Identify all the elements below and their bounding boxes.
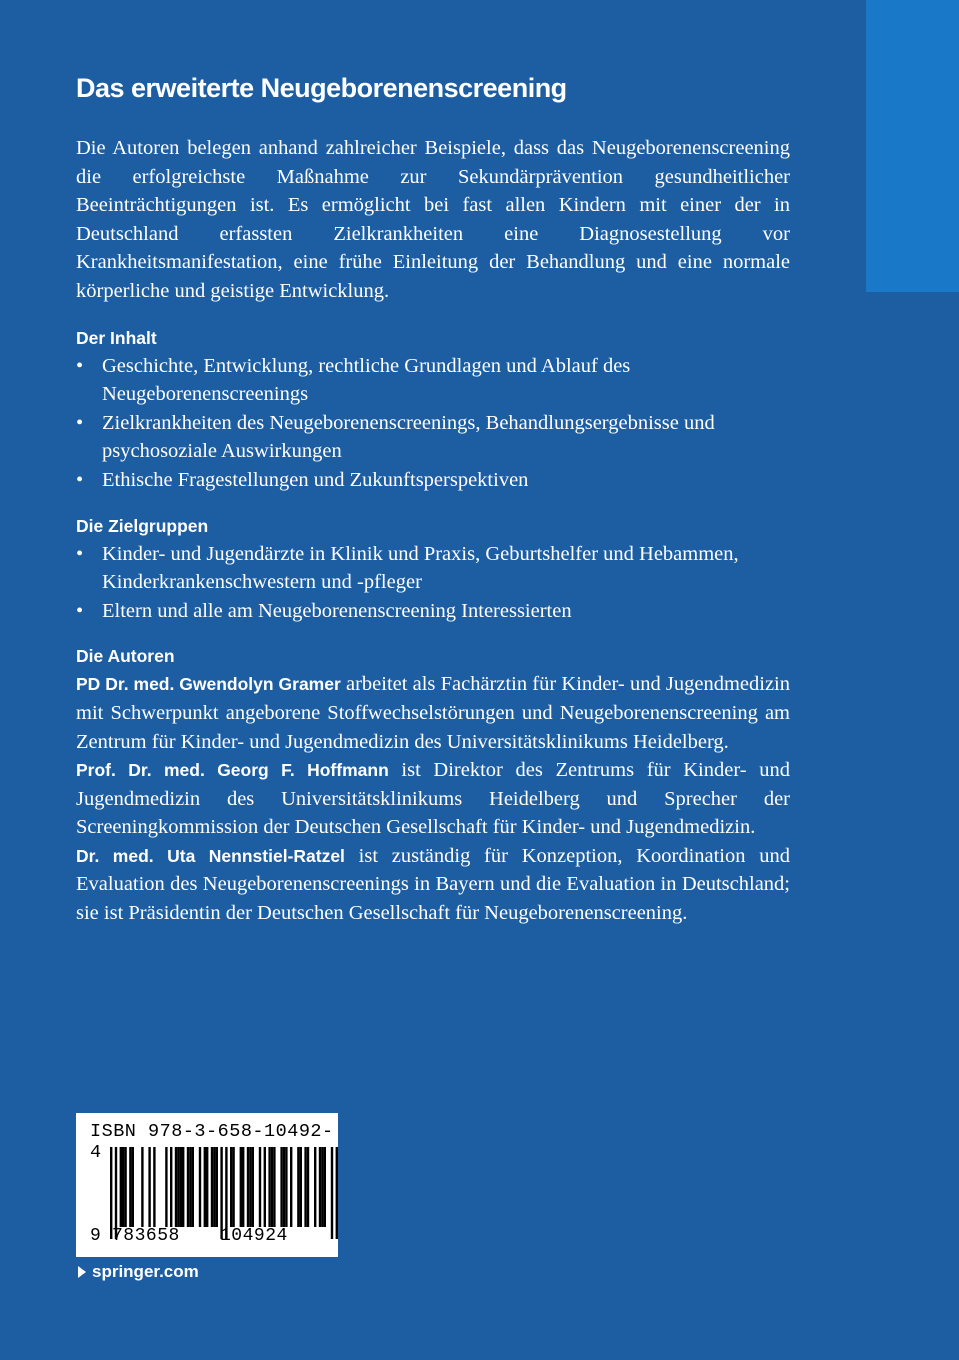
barcode-bar (129, 1147, 131, 1227)
barcode-bar (324, 1147, 326, 1227)
isbn-barcode (76, 1113, 338, 1257)
barcode-bar (192, 1147, 194, 1227)
barcode-bar (230, 1147, 232, 1227)
list-item: • Geschichte, Entwicklung, rechtliche Grundlagen und Ablauf des Neugeborenenscreenings (76, 352, 790, 409)
section-inhalt (76, 324, 790, 495)
barcode-bar (199, 1147, 201, 1227)
publisher-link-text[interactable]: springer.com (92, 1262, 199, 1281)
barcode-bar (307, 1147, 309, 1227)
barcode-bar (321, 1147, 323, 1227)
section-heading-inhalt: Der Inhalt (76, 327, 157, 348)
barcode-bar (290, 1147, 292, 1227)
ean-digits (76, 1226, 338, 1252)
barcode-bar (187, 1147, 189, 1227)
author-bio (76, 842, 790, 928)
ean-right-digits: 104924 (220, 1226, 288, 1246)
list-item: • Ethische Fragestellungen und Zukunftsperspektiven (76, 466, 790, 495)
section-heading-autoren: Die Autoren (76, 646, 175, 667)
back-cover-content (76, 70, 790, 928)
barcode-bar (122, 1147, 124, 1227)
barcode-bar (304, 1147, 306, 1227)
barcode-bar (211, 1147, 213, 1227)
barcode-bar (177, 1147, 179, 1227)
barcode-bar (232, 1147, 234, 1227)
barcode-bar (206, 1147, 208, 1227)
barcode-bar (319, 1147, 321, 1227)
author-bio (76, 670, 790, 756)
book-title: Das erweiterte Neugeborenenscreening (76, 73, 567, 103)
cover-tab-strip (866, 0, 959, 292)
barcode-bar (285, 1147, 287, 1227)
ean-first-digit: 9 (90, 1226, 101, 1246)
author-text: arbeitet als Fachärztin für Kinder- und Jugendmedizin mit Schwerpunkt angeborene Stoffwechselstörungen und Neugeborenenscreening am Zentrum für Kinder- und Jugendmedizin des Universitätsklinikums Heidelberg. (76, 673, 790, 753)
barcode-bar (300, 1147, 302, 1227)
barcode-bar (297, 1147, 299, 1227)
barcode-bar (132, 1147, 134, 1227)
list-item: • Kinder- und Jugendärzte in Klinik und Praxis, Geburtshelfer und Hebammen, Kinderkrankenschwestern und -pfleger (76, 540, 790, 597)
barcode-bar (264, 1147, 266, 1227)
barcode-bar (189, 1147, 191, 1227)
barcode-bar (175, 1147, 177, 1227)
barcode-bar (271, 1147, 273, 1227)
barcode-bar (153, 1147, 155, 1227)
barcode-bar (170, 1147, 172, 1227)
barcode-bar (283, 1147, 285, 1227)
barcode-bar (249, 1147, 251, 1227)
ean-left-digits: 783658 (112, 1226, 180, 1246)
section-zielgruppen (76, 512, 790, 626)
zielgruppen-list (76, 540, 790, 626)
author-bio (76, 756, 790, 842)
barcode-bar (247, 1147, 249, 1227)
barcode-bar (280, 1147, 282, 1227)
barcode-bar (148, 1147, 150, 1227)
barcode-bar (165, 1147, 167, 1227)
barcode-bar (242, 1147, 244, 1227)
barcode-bar (182, 1147, 184, 1227)
barcode-bar (240, 1147, 242, 1227)
barcode-bar (259, 1147, 261, 1227)
publisher-link[interactable] (78, 1262, 199, 1282)
arrow-right-icon (78, 1266, 86, 1278)
barcode-bar (314, 1147, 316, 1227)
list-item: • Eltern und alle am Neugeborenenscreening Interessierten (76, 597, 790, 626)
barcode-bar (252, 1147, 254, 1227)
section-heading-zielgruppen: Die Zielgruppen (76, 515, 209, 536)
barcode-bar (124, 1147, 126, 1227)
author-name: Dr. med. Uta Nennstiel-Ratzel (76, 845, 345, 866)
barcode-bar (213, 1147, 215, 1227)
author-name: PD Dr. med. Gwendolyn Gramer (76, 674, 341, 695)
barcode-bar (180, 1147, 182, 1227)
barcode-bar (204, 1147, 206, 1227)
intro-paragraph: Die Autoren belegen anhand zahlreicher Beispiele, dass das Neugeborenenscreening die erfolgreichste Maßnahme zur Sekundärprävention gesundheitlicher Beeinträchtigungen ist. Es ermöglicht bei fast allen Kindern mit einer der in Deutschland erfassten Zielkrankheiten eine Diagnosestellung vor Krankheitsmanifestation, eine frühe Einleitung der Behandlung und eine normale körperliche und geistige Entwicklung. (76, 137, 790, 302)
author-text: ist Direktor des Zentrums für Kinder- und Jugendmedizin des Universitätsklinikums Heidelberg und Sprecher der Screeningkommission der Deutschen Gesellschaft für Kinder- und Jugendmedizin. (76, 759, 790, 839)
section-autoren (76, 642, 790, 927)
barcode-bar (216, 1147, 218, 1227)
inhalt-list (76, 352, 790, 495)
list-item: • Zielkrankheiten des Neugeborenenscreenings, Behandlungsergebnisse und psychosoziale Auswirkungen (76, 409, 790, 466)
barcode-bar (273, 1147, 275, 1227)
barcode-bar (141, 1147, 143, 1227)
author-name: Prof. Dr. med. Georg F. Hoffmann (76, 760, 389, 781)
barcode-bar (268, 1147, 270, 1227)
isbn-label: ISBN 978-3-658-10492-4 (90, 1121, 334, 1163)
author-text: ist zuständig für Konzeption, Koordination und Evaluation des Neugeborenenscreenings in Bayern und die Evaluation in Deutschland; sie ist Präsidentin der Deutschen Gesellschaft für Neugeborenenscreening. (76, 844, 790, 925)
barcode-bar (120, 1147, 122, 1227)
